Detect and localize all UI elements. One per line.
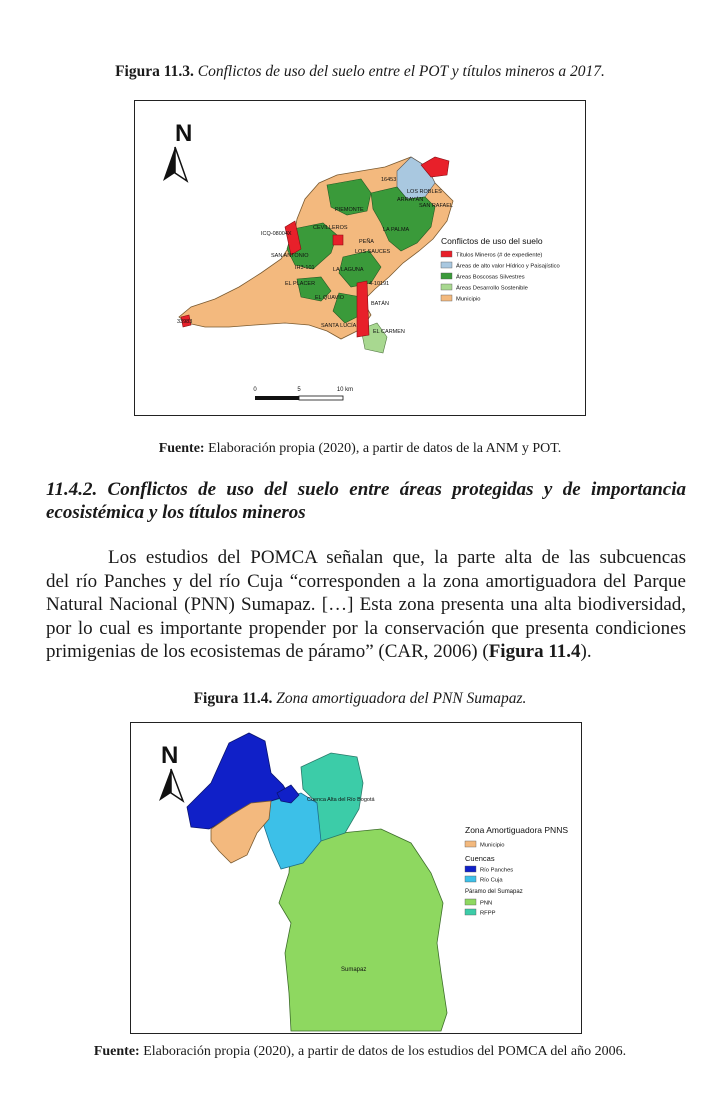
- map-label-cuenca-alta: Cuenca Alta del Río Bogotá: [307, 797, 375, 803]
- scale-bar: [253, 387, 353, 400]
- legend-item-titulos: Títulos Mineros (# de expediente): [456, 252, 543, 259]
- place-label: CEVILLEROS: [313, 225, 348, 231]
- place-label: BATÁN: [371, 301, 389, 307]
- place-label: 33983: [177, 319, 193, 325]
- legend-title: Conflictos de uso del suelo: [441, 236, 543, 246]
- body-paragraph: [46, 546, 686, 664]
- figure-11-3-map: [134, 100, 586, 416]
- figure-11-4-caption: [0, 690, 720, 708]
- figure-number: Figura 11.3.: [115, 63, 194, 80]
- place-label: LOS SAUCES: [355, 249, 391, 255]
- paragraph-line: Los estudios del POMCA señalan que, la parte alta de las subcuencas: [108, 547, 686, 568]
- legend-item-pnn: PNN: [480, 900, 493, 907]
- place-label: SAN RAFAEL: [419, 203, 453, 209]
- legend-item-boscosas: Áreas Boscosas Silvestres: [456, 274, 525, 281]
- paragraph-line: por lo cual es importante propender por la conservación que presenta condiciones: [46, 617, 686, 639]
- place-label: ARRAYÁN: [397, 197, 424, 203]
- scale-tick: 10 km: [336, 387, 354, 393]
- place-label: EL CARMEN: [373, 329, 405, 335]
- source-text: Elaboración propia (2020), a partir de datos de la ANM y POT.: [208, 441, 562, 456]
- place-label: ICQ-08004X: [261, 231, 292, 237]
- legend-item-rio-panches: Río Panches: [480, 867, 514, 874]
- north-arrow-icon: [159, 769, 183, 801]
- legend-item-hidrico: Áreas de alto valor Hídrico y Paisajístico: [456, 263, 560, 270]
- legend-item-rfpp: RFPP: [480, 910, 496, 917]
- figure-11-4-source: [0, 1044, 720, 1060]
- legend-item-rio-cuja: Río Cuja: [480, 877, 503, 884]
- scale-tick: 5: [297, 387, 301, 393]
- paragraph-line: primigenias de los ecosistemas de páramo” (CAR, 2006) (Figura 11.4).: [46, 641, 592, 662]
- place-label: LA PALMA: [383, 227, 410, 233]
- section-heading: 11.4.2. Conflictos de uso del suelo entre áreas protegidas y de importancia ecosistémica y los títulos mineros: [46, 479, 686, 523]
- map-label-sumapaz: Sumapaz: [341, 967, 367, 973]
- legend-group-title: Páramo del Sumapaz: [465, 889, 523, 895]
- place-label: IH3-101: [295, 265, 315, 271]
- figure-reference: Figura 11.4: [488, 641, 581, 662]
- place-label: LOS ROBLES: [407, 189, 442, 195]
- paragraph-line: Natural Nacional (PNN) Sumapaz. […] Esta zona presenta una alta biodiversidad,: [46, 594, 686, 615]
- paragraph-line: del río Panches y del río Cuja “corresponden a la zona amortiguadora del Parque: [46, 570, 686, 592]
- place-label: PEÑA: [359, 239, 374, 245]
- place-label: SANTA LUCÍA: [321, 323, 357, 329]
- figure-11-4-map: [130, 722, 582, 1034]
- place-label: LA LAGUNA: [333, 267, 364, 273]
- source-label: Fuente:: [93, 1044, 140, 1059]
- source-text: Elaboración propia (2020), a partir de datos de los estudios del POMCA del año 2006.: [143, 1044, 627, 1059]
- place-label: EL PLACER: [285, 281, 316, 287]
- figure-title: Conflictos de uso del suelo entre el POT y títulos mineros a 2017.: [197, 63, 605, 80]
- legend-group-title: Cuencas: [465, 854, 495, 863]
- place-label: EL QUAVIO: [315, 295, 345, 301]
- north-label: N: [175, 120, 193, 147]
- map-legend: [465, 825, 568, 917]
- place-label: 16453: [381, 177, 397, 183]
- figure-title: Zona amortiguadora del PNN Sumapaz.: [276, 690, 527, 707]
- place-label: 4-10191: [369, 281, 390, 287]
- figure-11-3-caption: [0, 63, 720, 81]
- place-label: PIEMONTE: [335, 207, 364, 213]
- legend-title: Zona Amortiguadora PNNS: [465, 825, 568, 835]
- source-label: Fuente:: [158, 441, 205, 456]
- place-label: SAN ANTONIO: [271, 253, 309, 259]
- figure-number: Figura 11.4.: [193, 690, 273, 707]
- map-legend: [441, 236, 560, 303]
- legend-item-municipio: Municipio: [456, 296, 481, 303]
- figure-11-3-source: [0, 441, 720, 457]
- north-arrow-icon: [163, 147, 187, 181]
- legend-item-municipio: Municipio: [480, 842, 505, 849]
- north-label: N: [161, 742, 179, 769]
- scale-tick: 0: [253, 387, 257, 393]
- legend-item-sostenible: Áreas Desarrollo Sostenible: [456, 285, 528, 292]
